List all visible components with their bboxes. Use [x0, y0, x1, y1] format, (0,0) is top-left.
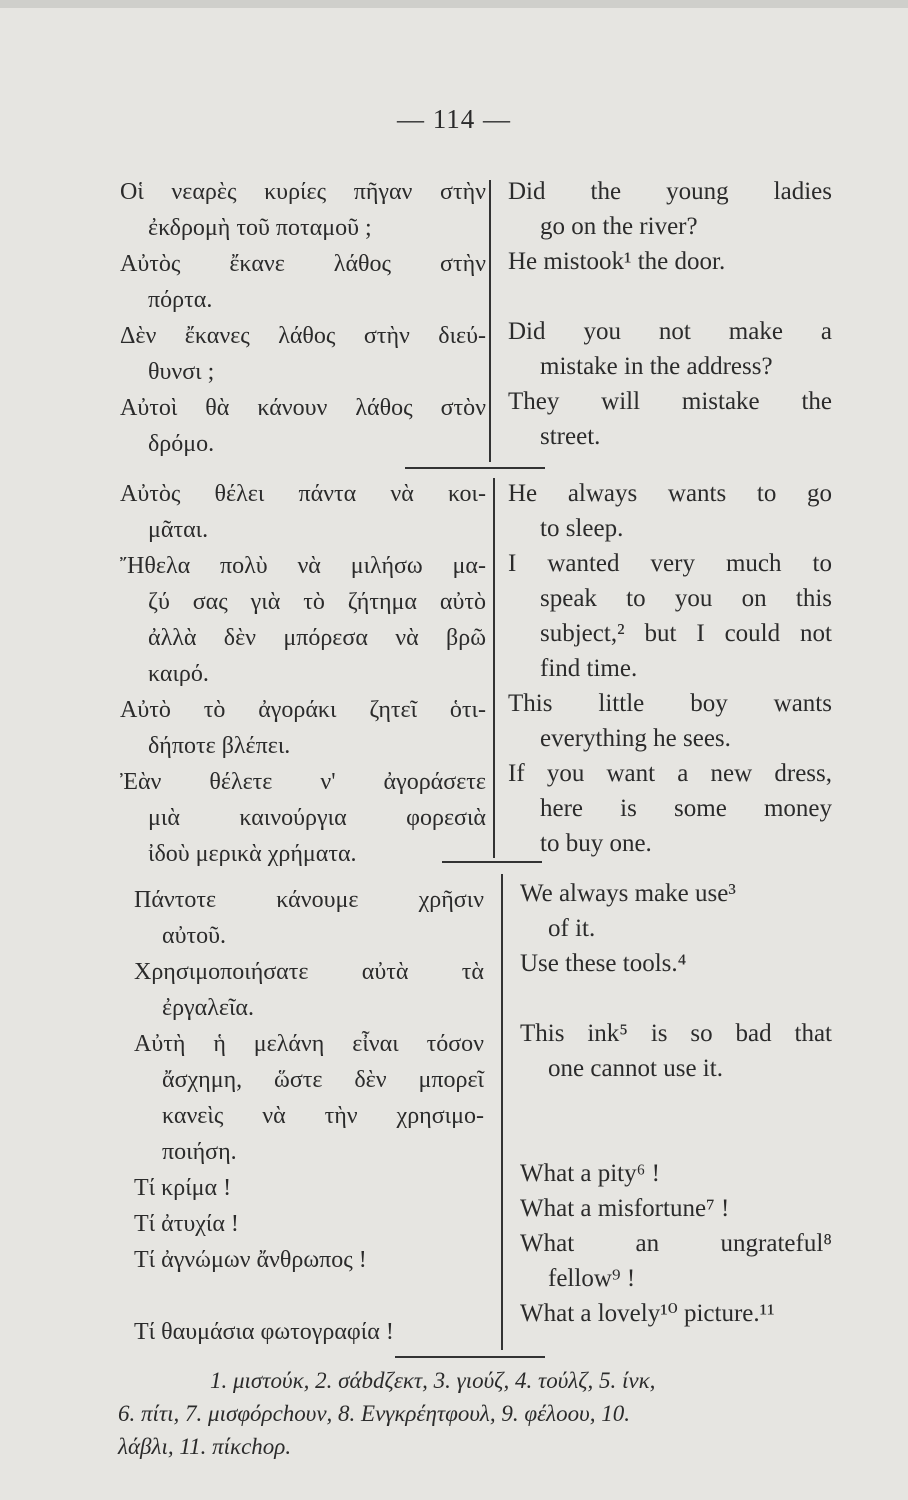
english-line: What a pity⁶ !: [520, 1160, 660, 1187]
greek-line: πόρτα.: [148, 287, 213, 313]
english-line: go on the river?: [540, 213, 698, 240]
column-divider: [489, 180, 491, 462]
english-sentence: [508, 314, 832, 384]
greek-sentence: [134, 882, 484, 954]
greek-line: θυνσι ;: [148, 359, 215, 385]
english-line: mistake in the address?: [540, 353, 773, 380]
greek-line: Χρησιμοποιήσατε αὐτὰ τὰ: [134, 959, 484, 985]
english-line: If you want a new dress,: [508, 760, 832, 787]
greek-column: [134, 882, 484, 1350]
english-line: Did you not make a: [508, 318, 832, 345]
greek-sentence: [134, 1026, 484, 1170]
english-line: He mistook¹ the door.: [508, 248, 726, 275]
english-sentence: [520, 946, 832, 981]
greek-sentence: [134, 1242, 484, 1278]
english-sentence: [508, 244, 832, 279]
english-column: [520, 876, 832, 1331]
english-column: [508, 174, 832, 454]
english-line: Use these tools.⁴: [520, 950, 687, 977]
greek-line: Τί ἀτυχία !: [134, 1211, 239, 1237]
greek-line: ἄσχημη, ὥστε δὲν μπορεῖ: [162, 1067, 484, 1093]
greek-line: ποιήση.: [162, 1139, 237, 1165]
english-sentence: [520, 1156, 832, 1191]
english-sentence: [520, 1226, 832, 1296]
greek-sentence: [120, 318, 486, 390]
greek-line: Τί θαυμάσια φωτογραφία !: [134, 1319, 394, 1345]
english-line: I wanted very much to: [508, 550, 832, 577]
english-line: He always wants to go: [508, 480, 832, 507]
greek-line: ἰδοὺ μερικὰ χρήματα.: [148, 841, 357, 867]
greek-line: Αὐτὸς ἔκανε λάθος στὴν: [120, 251, 486, 277]
column-divider: [493, 478, 495, 858]
greek-line: Αὐτὸς θέλει πάντα νὰ κοι-: [120, 481, 486, 507]
english-line: This ink⁵ is so bad that: [520, 1020, 832, 1047]
english-line: What an ungrateful⁸: [520, 1230, 832, 1257]
greek-sentence: [120, 476, 486, 548]
english-line: This little boy wants: [508, 690, 832, 717]
greek-column: [120, 174, 486, 462]
greek-line: Τί κρίμα !: [134, 1175, 232, 1201]
english-sentence: [520, 1191, 832, 1226]
greek-line: Δὲν ἔκανες λάθος στὴν διεύ-: [120, 323, 486, 349]
greek-line: Πάντοτε κάνουμε χρῆσιν: [134, 887, 484, 913]
scan-top-edge: [0, 0, 908, 8]
greek-line: Αὐτοὶ θὰ κάνουν λάθος στὸν: [120, 395, 486, 421]
greek-sentence: [120, 692, 486, 764]
greek-line: μιὰ καινούργια φορεσιὰ: [148, 805, 486, 831]
english-line: one cannot use it.: [548, 1055, 723, 1082]
english-line: to sleep.: [540, 515, 624, 542]
english-sentence: [508, 476, 832, 546]
english-line: here is some money: [540, 795, 832, 822]
greek-line: Τί ἀγνώμων ἄνθρωπος !: [134, 1247, 367, 1273]
greek-line: Οἱ νεαρὲς κυρίες πῆγαν στὴν: [120, 179, 486, 205]
english-sentence: [520, 1016, 832, 1086]
footnote-line: 6. πίτι, 7. μισφόρchουν, 8. Ενγκρέητφουλ, 9. φέλοου, 10.: [118, 1401, 630, 1426]
english-sentence: [508, 756, 832, 861]
greek-sentence: [134, 954, 484, 1026]
greek-line: Αὐτὸ τὸ ἀγοράκι ζητεῖ ὁτι-: [120, 697, 486, 723]
greek-line: ἀλλὰ δὲν μπόρεσα νὰ βρῶ: [148, 625, 486, 651]
greek-sentence: [120, 246, 486, 318]
english-line: What a misfortune⁷ !: [520, 1195, 730, 1222]
greek-column: [120, 476, 486, 872]
greek-sentence: [120, 390, 486, 462]
english-sentence: [520, 876, 832, 946]
english-column: [508, 476, 832, 861]
english-sentence: [520, 1296, 832, 1331]
greek-line: ζύ σας γιὰ τὸ ζήτημα αὐτὸ: [148, 589, 486, 615]
english-line: What a lovely¹⁰ picture.¹¹: [520, 1300, 775, 1327]
english-line: street.: [540, 423, 601, 450]
english-line: find time.: [540, 655, 638, 682]
greek-line: Αὐτὴ ἡ μελάνη εἶναι τόσον: [134, 1031, 484, 1057]
english-line: to buy one.: [540, 830, 652, 857]
english-line: speak to you on this: [540, 585, 832, 612]
greek-sentence: [134, 1314, 484, 1350]
greek-line: δήποτε βλέπει.: [148, 733, 291, 759]
greek-sentence: [134, 1206, 484, 1242]
greek-line: καιρό.: [148, 661, 209, 687]
english-line: fellow⁹ !: [548, 1265, 636, 1292]
greek-sentence: [134, 1170, 484, 1206]
english-line: of it.: [548, 915, 596, 942]
greek-line: Ἐὰν θέλετε ν' ἀγοράσετε: [120, 769, 486, 795]
greek-line: ἐκδρομὴ τοῦ ποταμοῦ ;: [148, 215, 372, 241]
greek-sentence: [120, 548, 486, 692]
greek-sentence: [120, 174, 486, 246]
english-line: everything he sees.: [540, 725, 731, 752]
english-line: Did the young ladies: [508, 178, 832, 205]
english-sentence: [508, 384, 832, 454]
greek-sentence: [120, 764, 486, 872]
column-divider: [501, 874, 503, 1350]
greek-line: κανεὶς νὰ τὴν χρησιμο-: [162, 1103, 484, 1129]
english-line: They will mistake the: [508, 388, 832, 415]
footnotes: [118, 1364, 846, 1463]
greek-line: Ἤθελα πολὺ νὰ μιλήσω μα-: [120, 553, 486, 579]
english-sentence: [508, 546, 832, 686]
greek-line: αὐτοῦ.: [162, 923, 226, 949]
section-separator: [442, 861, 542, 863]
english-line: subject,² but I could not: [540, 620, 832, 647]
greek-line: δρόμο.: [148, 431, 215, 457]
footnote-line: λάβλι, 11. πίκchορ.: [118, 1434, 292, 1459]
footnote-line: 1. μιστούκ, 2. σάbdζεκτ, 3. γιούζ, 4. τούλζ, 5. ίνκ,: [210, 1368, 656, 1393]
page-number: — 114 —: [397, 104, 511, 134]
greek-line: μᾶται.: [148, 517, 209, 543]
english-sentence: [508, 174, 832, 244]
greek-line: ἐργαλεῖα.: [162, 995, 254, 1021]
section-separator: [405, 467, 545, 469]
footnote-separator: [395, 1356, 545, 1358]
english-line: We always make use³: [520, 880, 736, 907]
english-sentence: [508, 686, 832, 756]
